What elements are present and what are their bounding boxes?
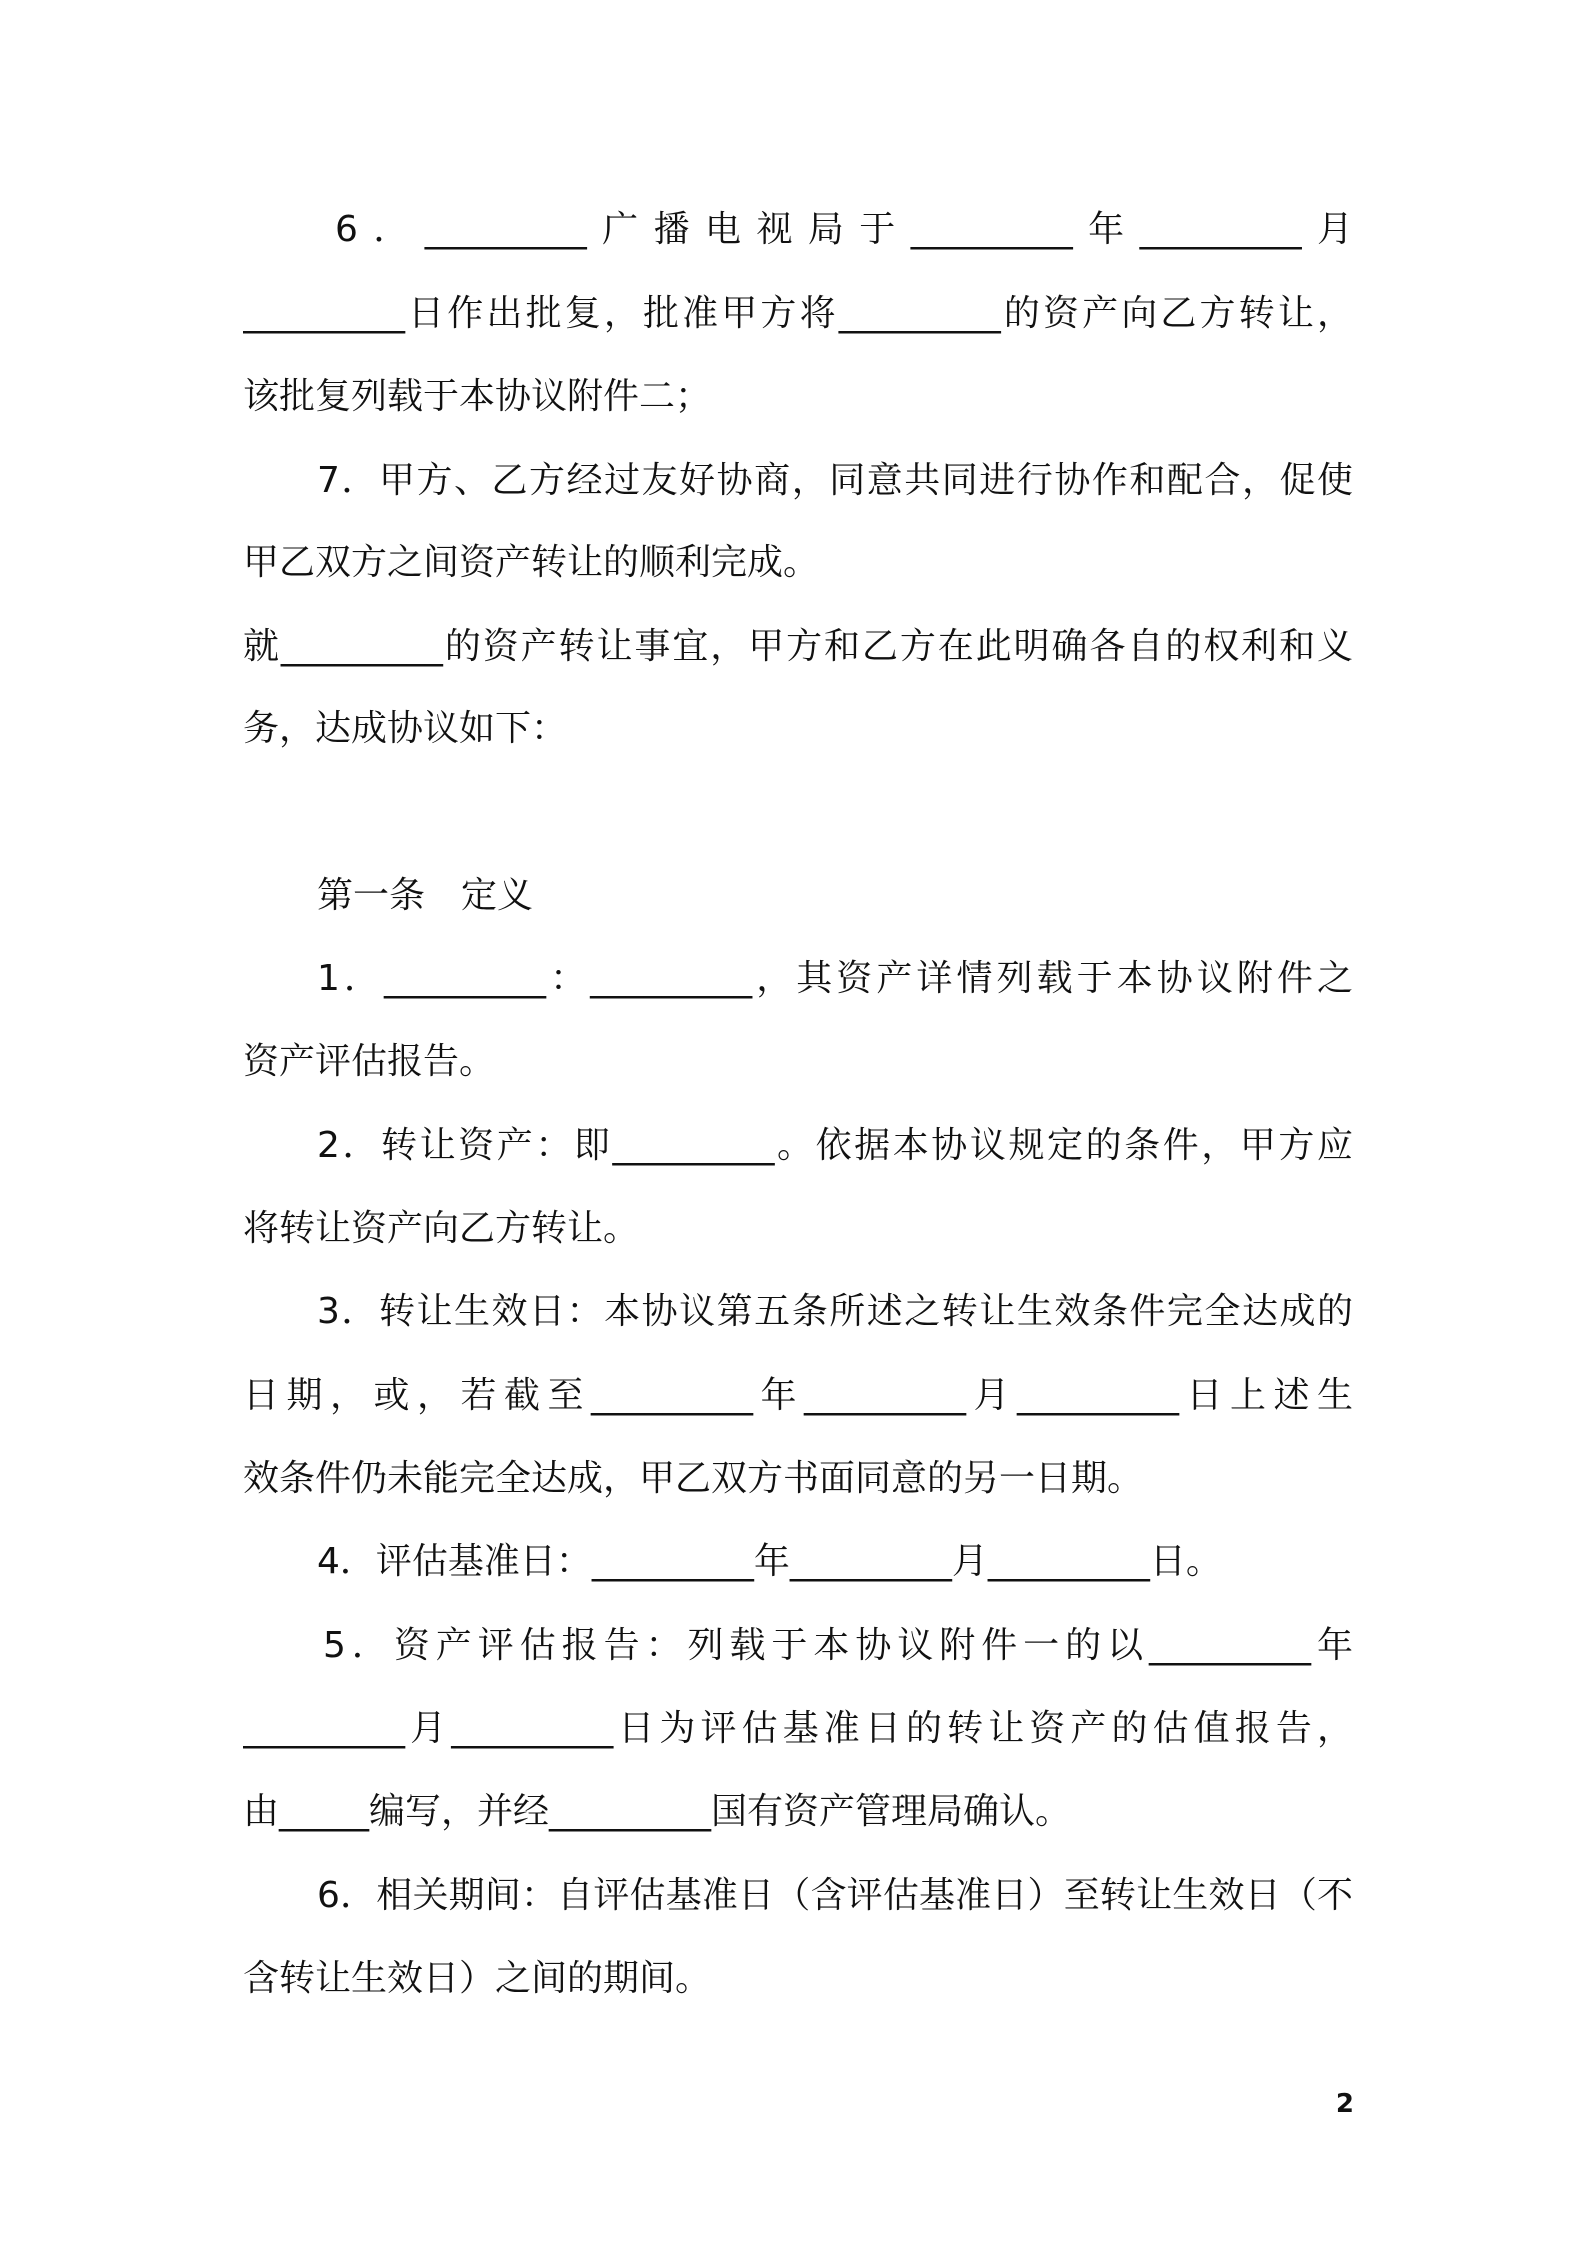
paragraph-line: 将转让资产向乙方转让。: [243, 1208, 640, 1249]
paragraph-line: 甲乙双方之间资产转让的顺利完成。: [243, 542, 820, 583]
paragraph-line: _________日作出批复，批准甲方将_________的资产向乙方转让，: [243, 293, 1353, 334]
paragraph-line: 2．转让资产：即_________。依据本协议规定的条件，甲方应: [317, 1125, 1353, 1166]
paragraph-line: 日期，或，若截至_________年_________月_________日上述生: [243, 1375, 1353, 1416]
section-heading: 第一条 定义: [317, 875, 534, 916]
paragraph-line: 务，达成协议如下：: [243, 708, 568, 749]
page-number: 2: [1335, 2089, 1354, 2119]
paragraph-line: _________月_________日为评估基准日的转让资产的估值报告，: [243, 1708, 1353, 1749]
paragraph-line: 该批复列载于本协议附件二；: [243, 376, 712, 417]
paragraph-line: 6．_________广播电视局于_________年_________月: [335, 209, 1353, 250]
paragraph-line: 3．转让生效日：本协议第五条所述之转让生效条件完全达成的: [317, 1291, 1353, 1332]
paragraph-line: 4．评估基准日：_________年_________月_________日。: [317, 1541, 1222, 1582]
paragraph-line: 就_________的资产转让事宜，甲方和乙方在此明确各自的权利和义: [243, 626, 1353, 667]
paragraph-line: 5．资产评估报告：列载于本协议附件一的以_________年: [323, 1625, 1353, 1666]
paragraph-line: 效条件仍未能完全达成，甲乙双方书面同意的另一日期。: [243, 1458, 1144, 1499]
paragraph-line: 7．甲方、乙方经过友好协商，同意共同进行协作和配合，促使: [317, 460, 1353, 501]
paragraph-line: 1．_________：_________，其资产详情列载于本协议附件之: [317, 958, 1353, 999]
paragraph-line: 资产评估报告。: [243, 1041, 496, 1082]
paragraph-line: 6．相关期间：自评估基准日（含评估基准日）至转让生效日（不: [317, 1875, 1353, 1916]
paragraph-line: 含转让生效日）之间的期间。: [243, 1958, 712, 1999]
paragraph-line: 由_____编写，并经_________国有资产管理局确认。: [243, 1791, 1072, 1832]
